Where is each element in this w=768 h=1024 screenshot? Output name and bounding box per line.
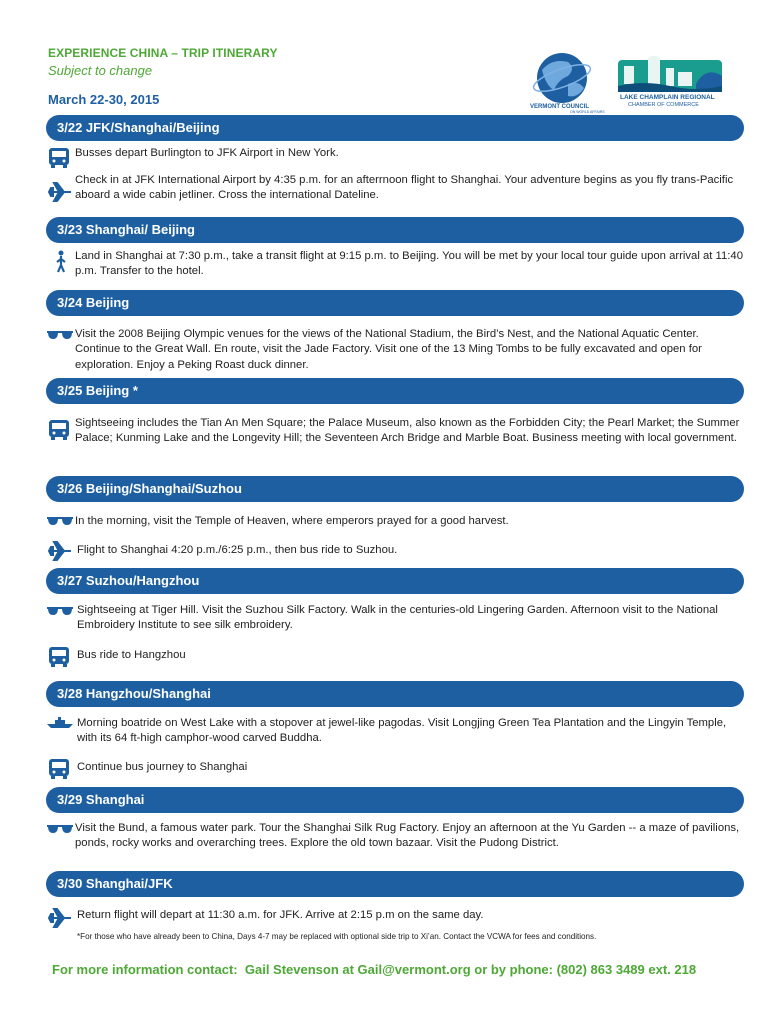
boat-icon bbox=[46, 716, 74, 740]
itinerary-item: Morning boatride on West Lake with a stopover at jewel-like pagodas. Visit Longjing Green Tea Plantation and the Lingyin Temple, with its 64 ft-high camphor-wood carved Buddha. bbox=[77, 717, 727, 745]
itinerary-item: Bus ride to Hangzhou bbox=[77, 649, 186, 661]
airplane-icon bbox=[47, 906, 75, 930]
day-header-3-23: 3/23 Shanghai/ Beijing bbox=[46, 217, 744, 243]
page-subtitle: Subject to change bbox=[48, 63, 153, 78]
bus-icon bbox=[47, 418, 75, 442]
itinerary-item: Return flight will depart at 11:30 a.m. for JFK. Arrive at 2:15 p.m on the same day. bbox=[77, 909, 484, 921]
svg-text:CHAMBER OF COMMERCE: CHAMBER OF COMMERCE bbox=[628, 102, 699, 108]
svg-text:ON WORLD AFFAIRS: ON WORLD AFFAIRS bbox=[570, 110, 605, 114]
itinerary-item: Sightseeing includes the Tian An Men Square; the Palace Museum, also known as the Forbidden City; the Pearl Market; the Summer Palace; Kunming Lake and the Longevity Hill; the Seventeen Arch Bridge and Marble Boat. Business meeting with local government. bbox=[75, 417, 740, 445]
day-header-3-25: 3/25 Beijing * bbox=[46, 378, 744, 404]
itinerary-item: Busses depart Burlington to JFK Airport in New York. bbox=[75, 147, 339, 159]
itinerary-item: Sightseeing at Tiger Hill. Visit the Suzhou Silk Factory. Walk in the centuries-old Lingering Garden. Afternoon visit to the National Embroidery Institute to see silk embroidery. bbox=[77, 604, 718, 632]
day-header-3-22: 3/22 JFK/Shanghai/Beijing bbox=[46, 115, 744, 141]
itinerary-item: In the morning, visit the Temple of Heaven, where emperors prayed for a good harvest. bbox=[75, 515, 509, 527]
airplane-icon bbox=[47, 180, 75, 204]
airplane-icon bbox=[47, 539, 75, 563]
day-header-3-24: 3/24 Beijing bbox=[46, 290, 744, 316]
day-header-3-28: 3/28 Hangzhou/Shanghai bbox=[46, 681, 744, 707]
itinerary-item: Check in at JFK International Airport by 4:35 p.m. for an afterrnoon flight to Shanghai. Your adventure begins as you fly trans-Pacific aboard a wide cabin jetliner. Cross the international Dateline. bbox=[75, 174, 734, 202]
contact-details[interactable]: Gail Stevenson at Gail@vermont.org or by phone: (802) 863 3489 ext. 218 bbox=[244, 962, 697, 977]
bus-icon bbox=[47, 146, 75, 170]
svg-text:VERMONT COUNCIL: VERMONT COUNCIL bbox=[530, 104, 589, 110]
sunglasses-icon bbox=[46, 822, 74, 846]
sunglasses-icon bbox=[46, 514, 74, 538]
itinerary-item: Land in Shanghai at 7:30 p.m., take a transit flight at 9:15 p.m. to Beijing. You will be met by your local tour guide upon arrival at 11:40 p.m. Transfer to the hotel. bbox=[75, 250, 743, 278]
itinerary-item: Continue bus journey to Shanghai bbox=[77, 761, 248, 773]
lake-champlain-chamber-logo bbox=[618, 56, 724, 108]
svg-text:LAKE CHAMPLAIN REGIONAL: LAKE CHAMPLAIN REGIONAL bbox=[620, 94, 715, 101]
day-header-3-26: 3/26 Beijing/Shanghai/Suzhou bbox=[46, 476, 744, 502]
itinerary-item: Visit the Bund, a famous water park. Tour the Shanghai Silk Rug Factory. Enjoy an afternoon at the Yu Garden -- a maze of pavilions, ponds, rocky works and overarching trees. Explore the old town bazaar. Visit the Pudong District. bbox=[75, 822, 740, 850]
page-title: EXPERIENCE CHINA – TRIP ITINERARY bbox=[48, 46, 278, 60]
itinerary-item: Visit the 2008 Beijing Olympic venues for the views of the National Stadium, the Bird’s Nest, and the National Aquatic Center. Continue to the Great Wall. En route, visit the Jade Factory. Visit one of the 13 Ming Tombs to be fully excavated and open for exploration. Enjoy a Peking Roast duck dinner. bbox=[75, 328, 702, 371]
bus-icon bbox=[47, 645, 75, 669]
day-header-3-29: 3/29 Shanghai bbox=[46, 787, 744, 813]
sunglasses-icon bbox=[46, 328, 74, 352]
day-header-3-27: 3/27 Suzhou/Hangzhou bbox=[46, 568, 744, 594]
bus-icon bbox=[47, 757, 75, 781]
itinerary-item: Flight to Shanghai 4:20 p.m./6:25 p.m., then bus ride to Suzhou. bbox=[77, 544, 398, 556]
contact-label: For more information contact: bbox=[52, 962, 238, 977]
trip-dates: March 22-30, 2015 bbox=[48, 92, 160, 107]
sunglasses-icon bbox=[46, 604, 74, 628]
day-header-3-30: 3/30 Shanghai/JFK bbox=[46, 871, 744, 897]
vermont-council-logo bbox=[528, 50, 610, 114]
footnote: *For those who have already been to China, Days 4-7 may be replaced with optional side trip to Xi’an. Contact the VCWA for fees and conditions. bbox=[77, 932, 597, 941]
contact-footer bbox=[52, 962, 696, 977]
